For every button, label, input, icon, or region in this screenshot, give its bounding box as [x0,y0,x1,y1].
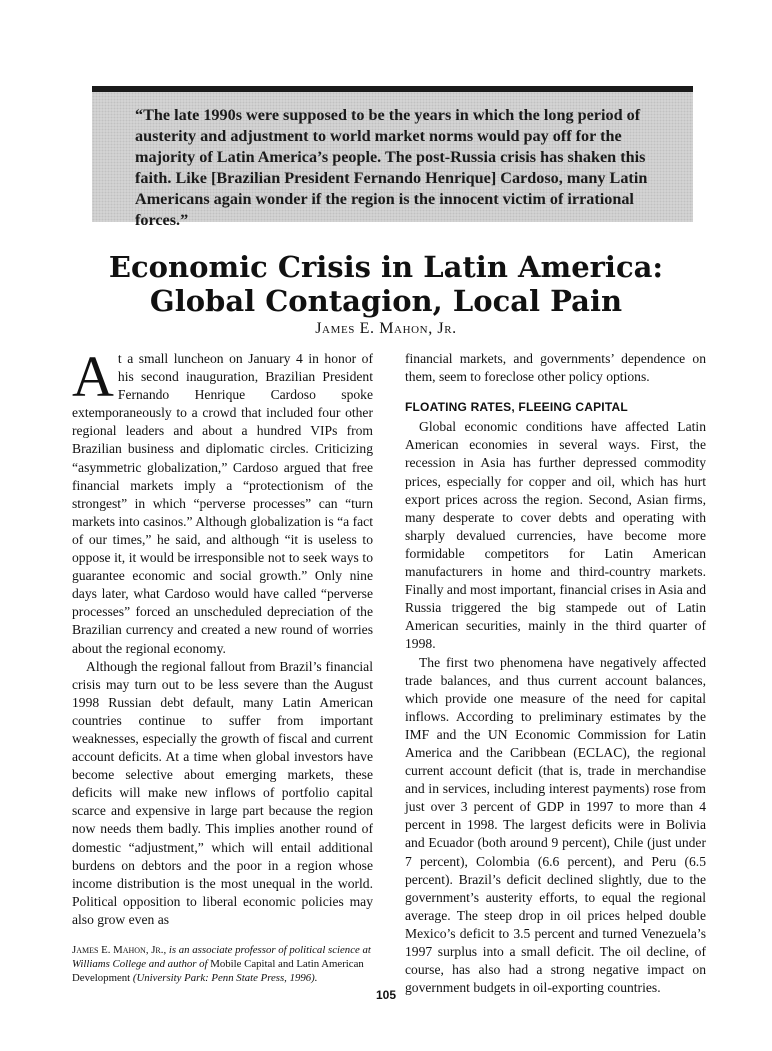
paragraph-4: The first two phenomena have negatively affected trade balances, and thus current account balances, which provide one measure of the need for capital inflows. According to preliminary estimates by the IMF and the UN Economic Commission for Latin America and the Caribbean (ECLAC), the regional current account deficit (that is, trade in merchandise and in services, including interest payments) rose from just over 3 percent of GDP in 1997 to more than 4 percent in 1998. The largest deficits were in Bolivia and Ecuador (both around 9 percent), Chile (just under 7 percent), Colombia (6.6 percent), and Peru (6.5 percent). Brazil’s deficit declined slightly, due to the government’s austerity efforts, to equal the regional average. The steep drop in oil prices helped double Mexico’s deficit to 3.5 percent and turned Venezuela’s 1997 surplus into a small deficit. The oil decline, of course, has also had a strong negative impact on government budgets in oil-exporting countries. [405,654,706,996]
title-line-1: Economic Crisis in Latin America: [108,250,664,284]
pull-quote-text: “The late 1990s were supposed to be the years in which the long period of austerity and adjustment to world market norms would pay off for the majority of Latin America’s people. The post-Russia crisis has shaken this faith. Like [Brazilian President Fernando Henrique] Cardoso, many Latin Americans again wonder if the region is the innocent victim of irrational forces.” [135,106,648,229]
paragraph-1-text: t a small luncheon on January 4 in honor of his second inauguration, Brazilian President Fernando Henrique Cardoso spoke extemporaneously to a crowd that included four other regional leaders and about a hundred VIPs from Brazilian business and diplomatic circles. Criticizing “asymmetric globalization,” Cardoso argued that free financial markets imply a “protectionism of the strongest” in which “perverse processes” can “turn markets into casinos.” Although globalization is “a fact of our times,” he said, and although “it is useless to oppose it, it would be irresponsible not to seek ways to guarantee economic and social growth.” Only nine days later, what Cardoso would have called “perverse processes” forced an unscheduled depreciation of the Brazilian currency and created a new round of worries about the regional economy. [72,351,373,656]
opening-paragraph [72,344,373,658]
title-line-2: Global Contagion, Local Pain [149,284,623,318]
bio-role: , is an associate professor of political science at Williams College and author of [72,944,371,970]
bio-publisher: (University Park: Penn State Press, 1996). [130,972,318,984]
page-number: 105 [375,988,397,1002]
right-column [405,350,706,997]
paragraph-2: Although the regional fallout from Brazil’s financial crisis may turn out to be less severe than the August 1998 Russian debt default, many Latin American countries continue to suffer from important weaknesses, especially the growth of fiscal and current account deficits. At a time when global investors have become selective about emerging markets, these deficits will make new inflows of portfolio capital scarce and expensive in large part because the region now needs them badly. This implies another round of domestic “adjustment,” which will entail additional burdens on debtors and the poor in a region whose income distribution is the most unequal in the world. Political opposition to liberal economic policies may also grow even as [72,658,373,927]
bio-book-title: Mobile Capital and Latin American Development [72,958,364,984]
pull-quote-box [92,92,693,229]
byline: James E. Mahon, Jr. [315,320,457,337]
bio-author-name: James E. Mahon, Jr. [72,944,164,956]
left-column [72,344,373,985]
author-bio [72,943,373,985]
paragraph-3: Global economic conditions have affected Latin American economies in several ways. First, the recession in Asia has further depressed commodity prices, especially for copper and oil, which has hurt export prices across the region. Second, Asian firms, many desperate to cover debts and operating with sharply devalued currencies, have become more formidable competitors for Latin American manufacturers in home and third-country markets. Finally and most important, financial crises in Asia and Russia triggered the big stampede out of Latin American securities, mainly in the third quarter of 1998. [405,419,706,652]
drop-cap: A [72,344,114,409]
article-title [0,250,772,318]
section-subhead: FLOATING RATES, FLEEING CAPITAL [405,400,628,415]
paragraph-2-continued: financial markets, and governments’ dependence on them, seem to foreclose other policy options. [405,351,706,385]
